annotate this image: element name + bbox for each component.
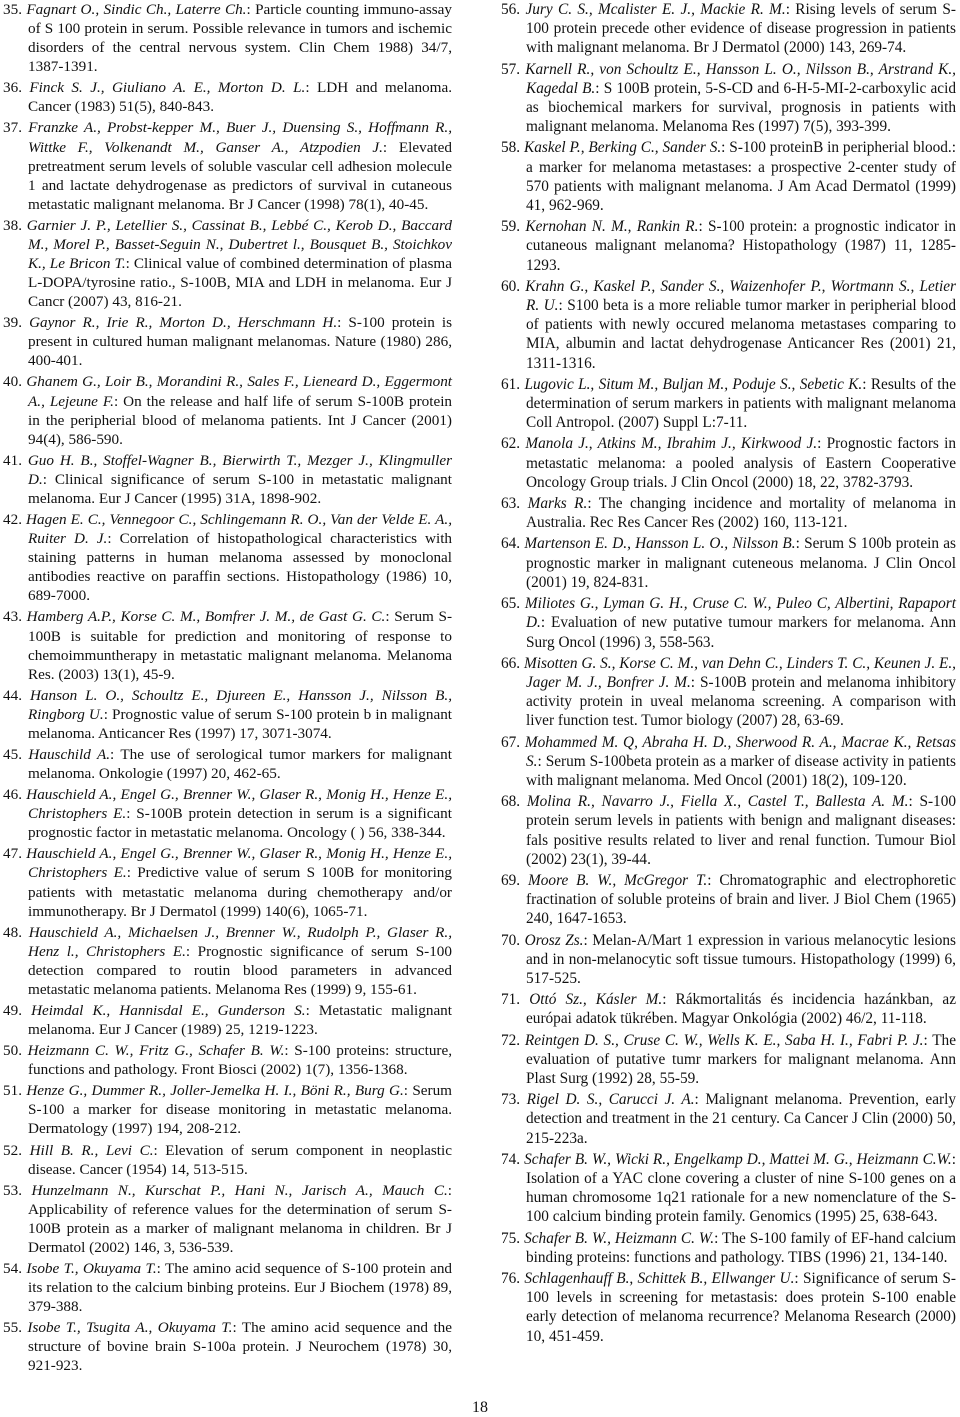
reference-authors: Heimdal K., Hannisdal E., Gunderson S. <box>31 1001 306 1019</box>
reference-authors: Hauschild A. <box>28 745 111 763</box>
reference-text: : Rising levels of serum S-100 protein precede other evidence of disease progression in patients with malignant melanoma. Br J Dermatol (2000) 143, 269-74. <box>526 1 957 57</box>
reference-number: 75. <box>501 1229 521 1247</box>
reference-authors: Martenson E. D., Hansson L. O., Nilsson B. <box>524 535 796 553</box>
reference-text: : Predictive value of serum S 100B for monitoring patients with metastatic melanoma during chemotherapy and/or immunotherapy. Br J Dermatol (1999) 140(6), 1065-71. <box>28 864 452 920</box>
reference-number: 72. <box>501 1031 521 1049</box>
reference-number: 67. <box>501 733 521 751</box>
reference-text: : Applicability of reference values for the determination of serum S-100B protein as a marker of malignant melanoma in children. Br J Dermatol (2002) 146, 3, 536-539. <box>28 1181 453 1256</box>
reference-text: : On the release and half life of serum S-100B protein in the peripherial blood of melanoma patients. Int J Cancer (2001) 94(4), 586-590. <box>28 392 453 448</box>
reference-authors: Molina R., Navarro J., Fiella X., Castel T., Ballesta A. M. <box>526 793 909 811</box>
reference-number: 63. <box>501 495 521 513</box>
reference-text: : S-100 proteinB in peripherial blood.: a marker for melanoma metastases: a prospective 2-center study of 570 patients with malignant melanoma. J Am Acad Dermatol (1999) 41, 962-969. <box>526 139 956 215</box>
reference-entry <box>3 785 452 842</box>
reference-number: 46. <box>3 786 22 804</box>
reference-authors: Orosz Zs. <box>524 931 584 949</box>
reference-entry <box>3 607 452 683</box>
reference-number: 62. <box>501 435 521 453</box>
reference-number: 42. <box>3 511 22 529</box>
reference-authors: Ottó Sz., Kásler M. <box>529 991 663 1009</box>
reference-number: 38. <box>3 216 22 234</box>
reference-number: 51. <box>3 1082 22 1100</box>
reference-authors: Hauschield A., Engel G., Brenner W., Glaser R., Monig H., Henze E., Christophers E. <box>26 845 452 882</box>
reference-text: : Isolation of a YAC clone covering a cluster of nine S-100 genes on a human chromosome 1q21 rationale for a new nomenclature of the S-100 calcium binding protein family. Genomics (1995) 25, 638-643. <box>526 1150 957 1226</box>
reference-authors: Isobe T., Tsugita A., Okuyama T. <box>27 1319 233 1337</box>
reference-entry <box>501 1031 956 1089</box>
reference-number: 45. <box>3 745 22 763</box>
reference-entry <box>3 510 452 605</box>
reference-entry <box>501 1269 956 1346</box>
reference-authors: Finck S. J., Giuliano A. E., Morton D. L. <box>29 79 306 97</box>
reference-entry <box>3 1318 452 1375</box>
reference-authors: Guo H. B., Stoffel-Wagner B., Bierwirth T., Mezger J., Klingmuller D. <box>27 451 453 488</box>
reference-number: 50. <box>3 1042 22 1060</box>
reference-text: : Metastatic malignant melanoma. Eur J Cancer (1989) 25, 1219-1223. <box>28 1001 453 1039</box>
reference-text: : S100 beta is a more reliable tumor marker in peripherial blood of patients with newly occured melanoma metastases comparing to MIA, albumin and lactat dehydrogenase Anticancer Res (2001) 21, 1311-1316. <box>526 297 956 372</box>
reference-authors: Rigel D. S., Carucci J. A. <box>526 1091 695 1109</box>
references-right-column <box>501 0 956 1348</box>
reference-text: : Results of the determination of serum markers in patients with malignant melanoma Coll Antropol. (2007) Suppl L:7-11. <box>526 375 956 432</box>
reference-number: 37. <box>3 119 22 137</box>
reference-authors: Kaskel P., Berking C., Sander S. <box>524 139 722 157</box>
reference-text: : Malignant melanoma. Prevention, early detection and treatment in the 21 century. Ca Cancer J Clin (2000) 50, 215-223a. <box>526 1091 956 1147</box>
reference-text: : The evaluation of putative tumr markers for malignant melanoma. Ann Plast Surg (1992) 28, 55-59. <box>526 1031 956 1087</box>
reference-number: 39. <box>3 314 22 332</box>
reference-entry <box>3 118 452 213</box>
reference-entry <box>3 844 452 920</box>
reference-number: 59. <box>501 218 521 236</box>
reference-number: 41. <box>3 451 22 469</box>
reference-text: : Chromatographic and electrophoretic fractination of soluble proteins of brain and liver. J Biol Chem (1965) 240, 1647-1653. <box>526 871 956 928</box>
reference-authors: Hagen E. C., Vennegoor C., Schlingemann R. O., Van der Velde E. A., Ruiter D. J. <box>26 511 452 548</box>
reference-text: : S-100B protein and melanoma inhibitory activity protein in uveal melanoma screening. A comparison with liver function test. Tumor biology (2007) 28, 63-69. <box>526 673 956 730</box>
reference-authors: Fagnart O., Sindic Ch., Laterre Ch. <box>26 1 247 18</box>
reference-authors: Schlagenhauff B., Schittek B., Ellwanger U. <box>524 1270 795 1287</box>
reference-text: : Prognostic value of serum S-100 protein b in malignant melanoma. Anticancer Res (1997) 17, 3071-3074. <box>28 705 453 742</box>
reference-number: 40. <box>3 373 22 391</box>
reference-authors: Kernohan N. M., Rankin R. <box>525 218 699 236</box>
reference-entry <box>501 654 956 731</box>
reference-authors: Heizmann C. W., Fritz G., Schafer B. W. <box>27 1042 285 1060</box>
reference-authors: Hamberg A.P., Korse C. M., Bomfrer J. M., de Gast G. C. <box>26 608 386 626</box>
reference-number: 36. <box>3 79 22 97</box>
reference-entry <box>3 745 452 783</box>
reference-authors: Hauschield A., Michaelsen J., Brenner W., Rudolph P., Glaser R., Henz l., Christophers E. <box>28 923 452 960</box>
reference-number: 44. <box>3 686 22 704</box>
reference-text: : Prognostic significance of serum S-100 detection compared to routin blood parameters in advanced metastatic melanoma patients. Melanoma Res (1999) 9, 155-61. <box>28 942 452 998</box>
reference-entry <box>501 792 956 869</box>
reference-text: : Melan-A/Mart 1 expression in various melanocytic lesions and in non-melanocytic soft tissue tumours. Histopathology (1999) 6, 517-525. <box>526 931 956 987</box>
reference-number: 60. <box>501 277 521 295</box>
reference-text: : Elevation of serum component in neoplastic disease. Cancer (1954) 14, 513-515. <box>28 1141 452 1178</box>
reference-entry <box>501 1150 956 1227</box>
reference-authors: Franzke A., Probst-kepper M., Buer J., Duensing S., Hoffmann R., Wittke F., Volkenandt M., Ganser A., Atzpodien J. <box>28 119 453 156</box>
reference-authors: Garnier J. P., Letellier S., Cassinat B., Lebbé C., Kerob D., Baccard M., Morel P., Basset-Seguin N., Dubertret l., Bousquet B., Stoichkov K., Le Bricon T. <box>26 216 452 273</box>
reference-authors: Ghanem G., Loir B., Morandini R., Sales F., Lieneard D., Eggermont A., Lejeune F. <box>26 373 453 410</box>
reference-text: : The amino acid sequence and the structure of bovine brain S-100a protein. J Neurochem (1978) 30, 921-923. <box>28 1319 453 1375</box>
reference-entry <box>3 372 452 448</box>
reference-entry <box>501 277 956 373</box>
reference-authors: Hunzelmann N., Kurschat P., Hani N., Jarisch A., Mauch C. <box>31 1181 448 1199</box>
reference-entry <box>501 138 956 215</box>
reference-number: 55. <box>3 1319 22 1337</box>
reference-entry <box>501 217 956 275</box>
reference-text: : Serum S-100beta protein as a marker of disease activity in patients with malignant melanoma. Med Oncol (2001) 18(2), 109-120. <box>526 752 956 789</box>
reference-text: : LDH and melanoma. Cancer (1983) 51(5), 840-843. <box>28 79 452 116</box>
reference-entry <box>501 990 956 1028</box>
reference-entry <box>3 0 452 76</box>
reference-authors: Jury C. S., Mcalister E. J., Mackie R. M. <box>525 1 786 18</box>
reference-entry <box>501 60 956 137</box>
reference-text: : S 100B protein, 5-S-CD and 6-H-5-MI-2-carboxylic acid as biochemical markers for survival, prognosis in patients with malignant melanoma. Melanoma Res (1997) 7(5), 393-399. <box>526 79 956 136</box>
reference-number: 65. <box>501 595 521 613</box>
reference-text: : Evaluation of new putative tumour markers for melanoma. Ann Surg Oncol (1996) 3, 558-563. <box>526 614 956 651</box>
reference-number: 54. <box>3 1260 22 1277</box>
reference-entry <box>501 434 956 492</box>
reference-number: 68. <box>501 793 521 811</box>
reference-number: 53. <box>3 1181 22 1199</box>
reference-authors: Gaynor R., Irie R., Morton D., Herschmann H. <box>29 314 338 332</box>
reference-number: 66. <box>501 654 521 672</box>
reference-authors: Schafer B. W., Heizmann C. W. <box>524 1229 715 1247</box>
reference-authors: Schafer B. W., Wicki R., Engelkamp D., Mattei M. G., Heizmann C.W. <box>524 1150 952 1168</box>
reference-number: 70. <box>501 931 521 949</box>
reference-number: 48. <box>3 923 22 941</box>
reference-text: : Serum S 100b protein as prognostic marker in malignant cuteneous melanoma. J Clin Oncol (2001) 19, 824-831. <box>526 535 957 591</box>
reference-text: : S-100 protein serum levels in patients with benign and malignant diseases: fals positive results related to liver and renal function. Tumour Biol (2002) 23(1), 39-44. <box>526 793 956 868</box>
reference-text: : Clinical significance of serum S-100 in metastatic malignant melanoma. Eur J Cancer (1995) 31A, 1898-902. <box>28 470 452 507</box>
reference-text: : Significance of serum S-100 levels in screening for metastasis: does protein S-100 enable early detection of melanoma recurrence? Melanoma Research (2000) 10, 451-459. <box>526 1270 956 1345</box>
reference-text: : S-100 proteins: structure, functions and pathology. Front Biosci (2002) 1(7), 1356-1368. <box>28 1042 453 1079</box>
reference-entry <box>3 923 452 999</box>
reference-entry <box>501 1090 956 1148</box>
reference-text: : Particle counting immuno-assay of S 100 protein in serum. Possible relevance in tumors and ischemic disorders of the central nervous system. Clin Chem 1988) 34/7, 1387-1391. <box>28 1 452 76</box>
reference-entry <box>3 216 452 311</box>
references-left-column <box>3 0 452 1377</box>
reference-entry <box>501 494 956 532</box>
reference-entry <box>3 1259 452 1316</box>
reference-text: : Clinical value of combined determination of plasma L-DOPA/tyrosine ratio., S-100B, MIA and LDH in melanoma. Eur J Cancr (2007) 43, 816-21. <box>28 255 452 311</box>
reference-entry <box>3 1041 452 1079</box>
reference-text: : S-100 protein: a prognostic indicator in cutaneous malignant melanoma? Histopathology (1987) 11, 1285-1293. <box>526 218 956 274</box>
reference-number: 47. <box>3 845 22 863</box>
reference-number: 57. <box>501 60 521 78</box>
reference-entry <box>3 1141 452 1179</box>
reference-text: : The amino acid sequence of S-100 protein and its relation to the calcium binbing proteins. Eur J Biochem (1978) 89, 379-388. <box>28 1260 453 1316</box>
page-number: 18 <box>472 1399 488 1416</box>
reference-entry <box>501 871 956 929</box>
reference-entry <box>501 1229 956 1267</box>
reference-authors: Moore B. W., McGregor T. <box>528 871 708 889</box>
reference-number: 76. <box>501 1270 521 1287</box>
reference-entry <box>501 0 956 58</box>
reference-entry <box>3 78 452 116</box>
reference-number: 69. <box>501 871 521 889</box>
reference-authors: Lugovic L., Situm M., Buljan M., Poduje S., Sebetic K. <box>524 375 863 393</box>
reference-entry <box>501 733 956 791</box>
reference-text: : Prognostic factors in metastatic melanoma: a pooled analysis of Eastern Cooperative Oncology Group trials. J Clin Oncol (2000) 18, 22, 3782-3793. <box>526 435 957 491</box>
reference-authors: Manola J., Atkins M., Ibrahim J., Kirkwood J. <box>525 435 818 453</box>
reference-text: : The use of serological tumor markers for malignant melanoma. Onkologie (1997) 20, 462-65. <box>28 745 452 783</box>
reference-text: : Correlation of histopathological characteristics with staining patterns in human melanoma assessed by monoclonal antibodies reactive on paraffin sections. Histopathology (1986) 10, 689-7000. <box>28 530 453 605</box>
reference-entry <box>501 534 956 592</box>
reference-number: 71. <box>501 991 521 1009</box>
reference-authors: Hanson L. O., Schoultz E., Djureen E., Hansson J., Nilsson B., Ringborg U. <box>28 686 452 723</box>
reference-number: 35. <box>3 1 22 18</box>
reference-number: 73. <box>501 1091 521 1109</box>
reference-number: 58. <box>501 139 521 157</box>
reference-entry <box>3 686 452 743</box>
reference-authors: Mohammed M. Q, Abraha H. D., Sherwood R. A., Macrae K., Retsas S. <box>524 733 956 770</box>
reference-number: 56. <box>501 1 521 18</box>
reference-text: : S-100B protein detection in serum is a significant prognostic factor in metastatic melanoma. Oncology ( ) 56, 338-344. <box>28 805 452 842</box>
reference-entry <box>501 931 956 989</box>
reference-authors: Hauschield A., Engel G., Brenner W., Glaser R., Monig H., Henze E., Christophers E. <box>26 786 452 823</box>
reference-text: : S-100 protein is present in cultured human malignant melanomas. Nature (1980) 286, 400-401. <box>28 314 453 370</box>
reference-number: 49. <box>3 1001 22 1019</box>
reference-authors: Hill B. R., Levi C. <box>29 1141 154 1159</box>
reference-text: : Serum S-100 a marker for disease monitoring in metastatic melanoma. Dermatology (1997) 194, 208-212. <box>28 1082 452 1138</box>
reference-entry <box>3 1081 452 1138</box>
reference-entry <box>501 375 956 433</box>
reference-authors: Karnell R., von Schoultz E., Hansson L. O., Nilsson B., Arstrand K., Kagedal B. <box>525 60 956 97</box>
reference-number: 74. <box>501 1150 521 1168</box>
reference-text: : Elevated pretreatment serum levels of soluble vascular cell adhesion molecule 1 and lactate dehydrogenase as predictors of survival in cutaneous metastatic malignant melanoma. Br J Cancer (1998) 78(1), 40-45. <box>28 138 452 213</box>
reference-text: : Rákmortalitás és incidencia hazánkban, az európai adatok tükrében. Magyar Onkológia (2002) 46/2, 11-118. <box>526 991 957 1028</box>
reference-authors: Misotten G. S., Korse C. M., van Dehn C., Linders T. C., Keunen J. E., Jager M. J., Bonfrer J. M. <box>524 654 957 691</box>
reference-entry <box>3 1181 452 1257</box>
reference-entry <box>3 1001 452 1039</box>
reference-number: 61. <box>501 375 521 393</box>
reference-authors: Reintgen D. S., Cruse C. W., Wells K. E., Saba H. I., Fabri P. J. <box>524 1031 924 1049</box>
reference-authors: Marks R. <box>527 495 588 513</box>
reference-entry <box>3 451 452 508</box>
reference-number: 64. <box>501 535 521 553</box>
reference-text: : Serum S-100B is suitable for prediction and monitoring of response to chemoimmuntherapy in metastatic malignant melanoma. Melanoma Res. (2003) 13(1), 45-9. <box>28 608 453 683</box>
reference-authors: Isobe T., Okuyama T. <box>26 1260 157 1277</box>
reference-number: 43. <box>3 608 22 626</box>
reference-text: : The S-100 family of EF-hand calcium binding proteins: functions and pathology. TIBS (1996) 21, 134-140. <box>526 1229 957 1266</box>
reference-authors: Henze G., Dummer R., Joller-Jemelka H. I., Böni R., Burg G. <box>26 1082 404 1100</box>
reference-authors: Miliotes G., Lyman G. H., Cruse C. W., Puleo C, Albertini, Rapaport D. <box>524 595 956 632</box>
reference-number: 52. <box>3 1141 22 1159</box>
reference-text: : The changing incidence and mortality of melanoma in Australia. Rec Res Cancer Res (2002) 160, 113-121. <box>526 495 956 532</box>
reference-authors: Krahn G., Kaskel P., Sander S., Waizenhofer P., Wortmann S., Letier R. U. <box>525 277 956 315</box>
reference-entry <box>501 594 956 652</box>
reference-entry <box>3 313 452 370</box>
